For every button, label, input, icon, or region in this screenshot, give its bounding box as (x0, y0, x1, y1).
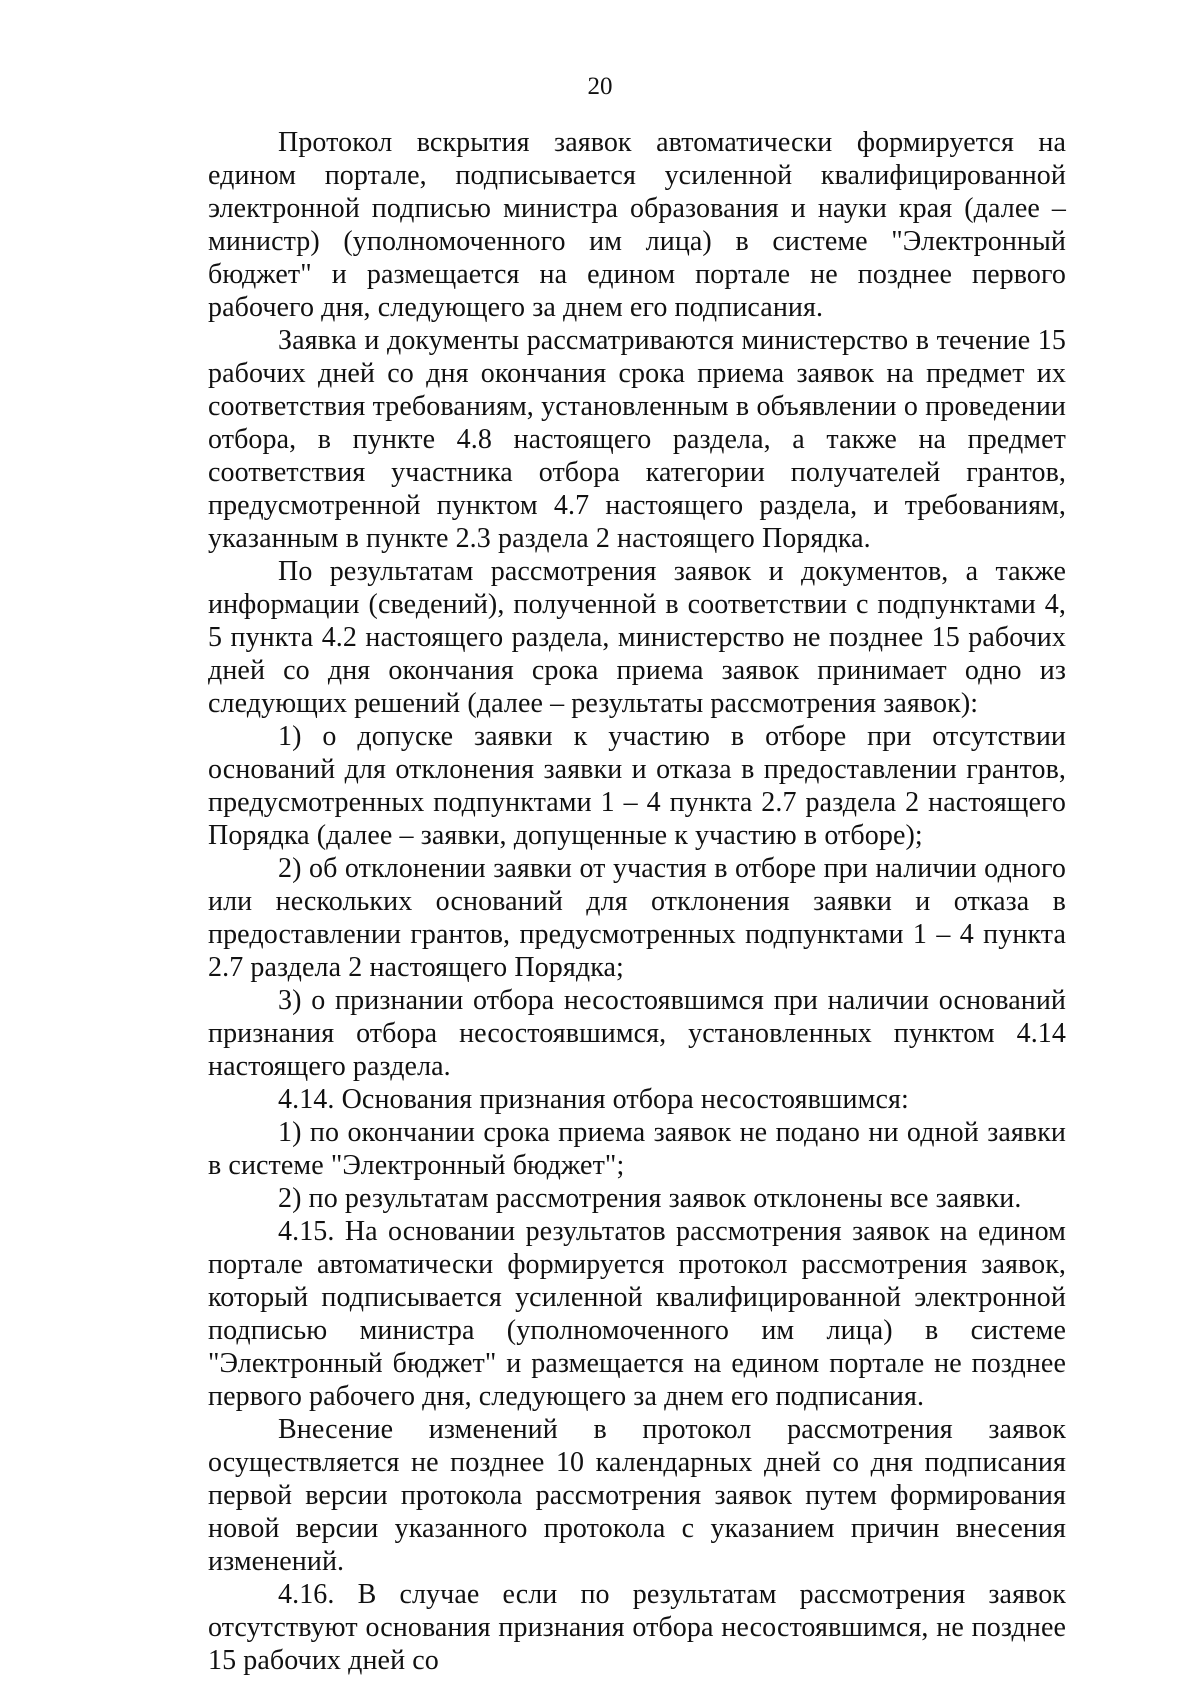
paragraph-review-term: Заявка и документы рассматриваются министерство в течение 15 рабочих дней со дня окончания срока приема заявок на предмет их соответствия требованиям, установленным в объявлении о проведении отбора, в пункте 4.8 настоящего раздела, а также на предмет соответствия участника отбора категории получателей грантов, предусмотренной пунктом 4.7 настоящего раздела, и требованиям, указанным в пункте 2.3 раздела 2 настоящего Порядка. (208, 325, 1066, 554)
paragraph-section-4-14: 4.14. Основания признания отбора несостоявшимся: (278, 1084, 909, 1115)
paragraph-protocol-changes: Внесение изменений в протокол рассмотрения заявок осуществляется не позднее 10 календарных дней со дня подписания первой версии протокола рассмотрения заявок путем формирования новой версии указанного протокола с указанием причин внесения изменений. (208, 1414, 1066, 1577)
paragraph-decision-rejection: 2) об отклонении заявки от участия в отборе при наличии одного или нескольких оснований для отклонения заявки и отказа в предоставлении грантов, предусмотренных подпунктами 1 – 4 пункта 2.7 раздела 2 настоящего Порядка; (208, 853, 1066, 983)
paragraph-ground-no-applications: 1) по окончании срока приема заявок не подано ни одной заявки в системе "Электронный бюджет"; (208, 1117, 1066, 1181)
paragraph-decision-failed-selection: 3) о признании отбора несостоявшимся при наличии оснований признания отбора несостоявшимся, установленных пунктом 4.14 настоящего раздела. (208, 985, 1066, 1082)
paragraph-section-4-15: 4.15. На основании результатов рассмотрения заявок на едином портале автоматически формируется протокол рассмотрения заявок, который подписывается усиленной квалифицированной электронной подписью министра (уполномоченного им лица) в системе "Электронный бюджет" и размещается на едином портале не позднее первого рабочего дня, следующего за днем его подписания. (208, 1216, 1066, 1412)
page-number: 20 (587, 73, 613, 100)
document-body (208, 126, 1066, 1677)
paragraph-protocol-opening: Протокол вскрытия заявок автоматически формируется на едином портале, подписывается усиленной квалифицированной электронной подписью министра образования и науки края (далее – министр) (уполномоченного им лица) в системе "Электронный бюджет" и размещается на едином портале не позднее первого рабочего дня, следующего за днем его подписания. (208, 127, 1066, 323)
paragraph-decision-admission: 1) о допуске заявки к участию в отборе при отсутствии оснований для отклонения заявки и отказа в предоставлении грантов, предусмотренных подпунктами 1 – 4 пункта 2.7 раздела 2 настоящего Порядка (далее – заявки, допущенные к участию в отборе); (208, 721, 1066, 851)
paragraph-review-results: По результатам рассмотрения заявок и документов, а также информации (сведений), полученной в соответствии с подпунктами 4, 5 пункта 4.2 настоящего раздела, министерство не позднее 15 рабочих дней со дня окончания срока приема заявок принимает одно из следующих решений (далее – результаты рассмотрения заявок): (208, 556, 1066, 719)
paragraph-ground-all-rejected: 2) по результатам рассмотрения заявок отклонены все заявки. (278, 1183, 1022, 1214)
paragraph-section-4-16: 4.16. В случае если по результатам рассмотрения заявок отсутствуют основания признания отбора несостоявшимся, не позднее 15 рабочих дней со (208, 1579, 1066, 1676)
